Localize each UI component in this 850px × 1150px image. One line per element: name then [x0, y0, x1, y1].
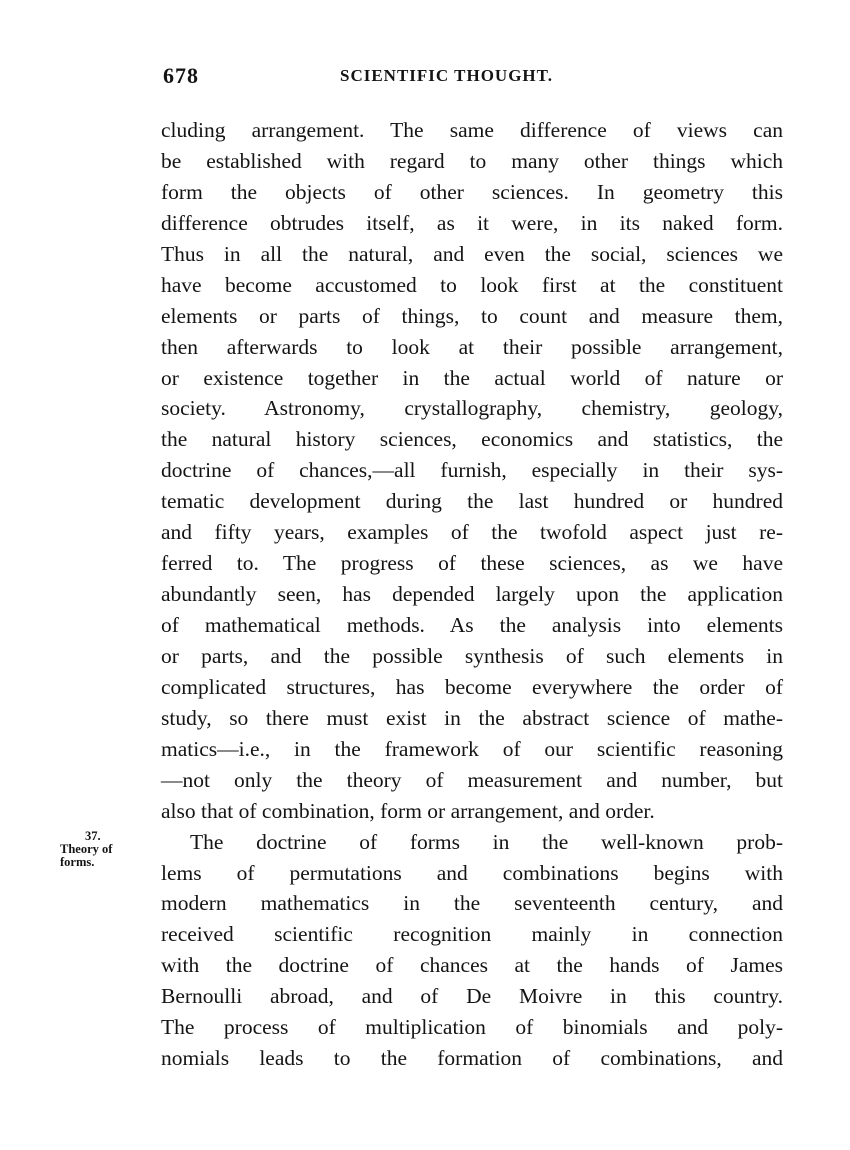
margin-note — [60, 830, 150, 869]
text-line: nomials leads to the formation of combinations, and — [161, 1046, 783, 1071]
text-line: difference obtrudes itself, as it were, in its naked form. — [161, 210, 783, 235]
text-line: with the doctrine of chances at the hands of James — [161, 953, 783, 978]
text-line: received scientific recognition mainly in connection — [161, 922, 783, 947]
page-number: 678 — [163, 63, 199, 88]
text-line: matics—i.e., in the framework of our scientific reasoning — [161, 736, 783, 761]
text-line: modern mathematics in the seventeenth century, and — [161, 891, 783, 916]
text-line: study, so there must exist in the abstract science of mathe- — [161, 705, 783, 730]
text-line: ferred to. The progress of these sciences, as we have — [161, 551, 783, 576]
text-line: complicated structures, has become everywhere the order of — [161, 674, 783, 699]
text-line: Thus in all the natural, and even the social, sciences we — [161, 241, 783, 266]
text-line: or parts, and the possible synthesis of such elements in — [161, 643, 783, 668]
margin-note-line-1: Theory of — [60, 842, 113, 856]
running-title: SCIENTIFIC THOUGHT. — [340, 66, 553, 85]
paragraph-end-line: also that of combination, form or arrangement, and order. — [161, 798, 655, 823]
text-line: society. Astronomy, crystallography, chemistry, geology, — [161, 396, 783, 421]
body-text — [161, 115, 783, 1074]
text-line: or existence together in the actual world of nature or — [161, 365, 783, 390]
paragraph-start-line: The doctrine of forms in the well-known prob- — [190, 829, 783, 854]
text-line: of mathematical methods. As the analysis into elements — [161, 613, 783, 637]
text-line: lems of permutations and combinations begins with — [161, 860, 783, 885]
text-line: —not only the theory of measurement and number, but — [161, 767, 783, 792]
text-line: form the objects of other sciences. In geometry this — [161, 179, 783, 204]
text-line: the natural history sciences, economics and statistics, the — [161, 427, 783, 452]
text-line: doctrine of chances,—all furnish, especially in their sys- — [161, 458, 783, 483]
text-line: cluding arrangement. The same difference of views can — [161, 118, 783, 142]
text-line: The process of multiplication of binomials and poly- — [161, 1015, 783, 1040]
text-line: Bernoulli abroad, and of De Moivre in this country. — [161, 984, 783, 1009]
text-line: and fifty years, examples of the twofold aspect just re- — [161, 520, 783, 545]
text-line: abundantly seen, has depended largely upon the application — [161, 582, 783, 607]
text-line: have become accustomed to look first at the constituent — [161, 272, 783, 297]
text-line: then afterwards to look at their possible arrangement, — [161, 334, 783, 359]
text-line: elements or parts of things, to count and measure them, — [161, 303, 783, 328]
text-line: tematic development during the last hundred or hundred — [161, 489, 783, 514]
text-line: be established with regard to many other things which — [161, 148, 783, 173]
margin-note-line-2: forms. — [60, 855, 95, 869]
margin-note-number: 37. — [85, 829, 101, 843]
